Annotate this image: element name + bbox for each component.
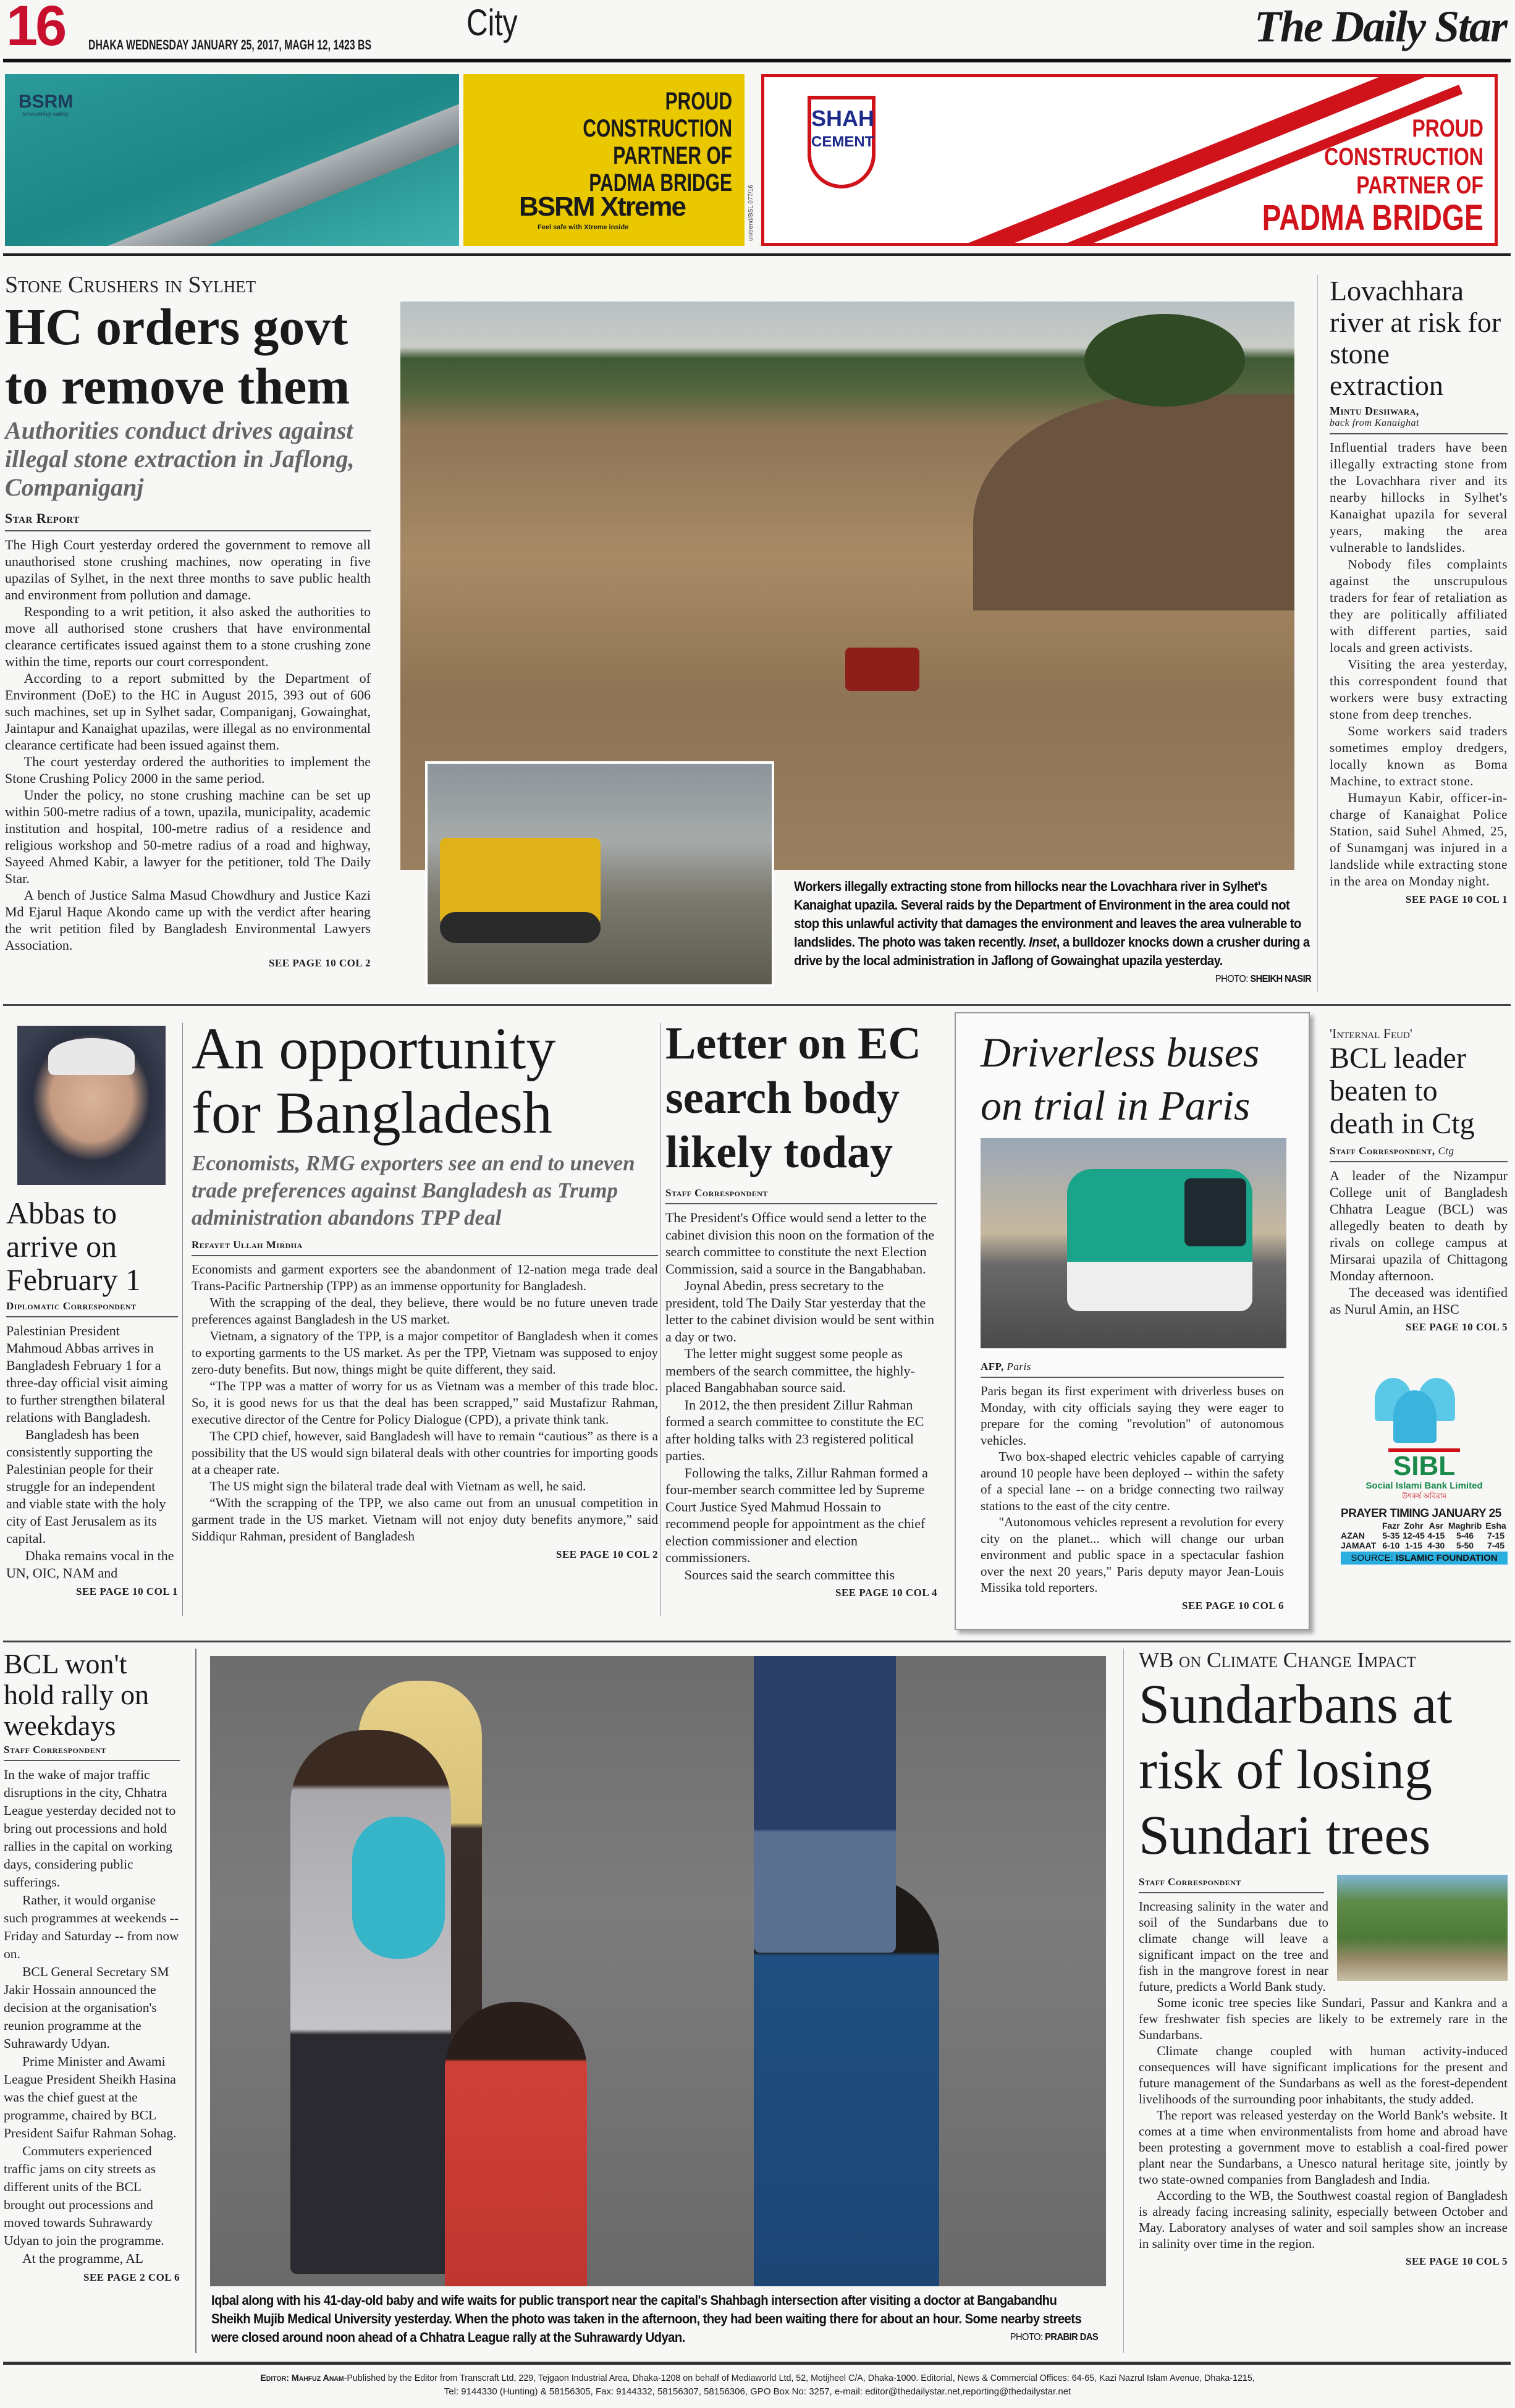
paragraph: Two box-shaped electric vehicles capable of carrying around 10 people have been deployed -- within the safety of a special lane -- on a bridge connecting two railway stations to the east of the city centre. (981, 1449, 1284, 1513)
byline-name: Mintu Deshwara, (1330, 405, 1419, 417)
prayer-column: Esha (1485, 1521, 1506, 1531)
headline-line: risk of losing (1139, 1739, 1433, 1801)
paragraph: BCL General Secretary SM Jakir Hossain announced the decision at the organisation's reunion programme at the Suhrawardy Udyan. (4, 1964, 169, 2051)
stone-photo-caption (794, 877, 1313, 989)
section-rule (3, 1641, 1511, 1642)
prayer-time: 5-35 (1382, 1531, 1400, 1540)
headline-line: Driverless buses (981, 1029, 1260, 1076)
article-byline: Staff Correspondent (4, 1744, 180, 1761)
paragraph: Humayun Kabir, officer-in-charge of Kanaighat Police Station, said Suhel Ahmed, 25, of Sunamganj was injured in a landslide while extracting stone in the area on Monday night. (1330, 790, 1508, 889)
editor-name: Mahfuz Anam (291, 2373, 344, 2383)
prayer-time: 5-46 (1456, 1531, 1474, 1540)
prayer-time: 7-45 (1487, 1540, 1504, 1550)
article-headline (5, 298, 371, 416)
article-headline (665, 1016, 937, 1180)
column-rule (1123, 1649, 1124, 2353)
paragraph: Visiting the area yesterday, this correspondent found that workers were busy extracting stone from deep trenches. (1330, 657, 1508, 722)
paragraph: The report was released yesterday on the World Bank's website. It comes at a time when environmentalists from home and abroad have been protesting a government move to establish a coal-fired power plant near the Sundarbans, a Unesco natural heritage site, jointly by two state-owned companies from Bangladesh and India. (1139, 2108, 1508, 2187)
ad-line: PADMA BRIDGE (589, 169, 732, 196)
masthead (0, 0, 1515, 62)
article-lovachhara (1330, 275, 1508, 906)
headline-line: Sundarbans at (1139, 1674, 1453, 1735)
article-byline (1330, 1145, 1508, 1162)
row-label: JAMAAT (1341, 1540, 1377, 1550)
paragraph: “The TPP was a matter of worry for us as Vietnam was a member of this trade bloc. So, it is good news for us that the deal has been scrapped,” said Mustafizur Rahman, executive director of the Centre for Policy Dialogue (CPD), a private think tank. (192, 1379, 658, 1427)
photographer: PRABIR DAS (1045, 2332, 1099, 2343)
article-stone-crushers (5, 272, 371, 970)
prayer-time: 4-30 (1427, 1540, 1445, 1550)
article-deck: Economists, RMG exporters see an end to uneven trade preferences against Bangladesh as Trump administration abandons TPP deal (192, 1151, 635, 1230)
byline-name: Staff Correspondent, (1330, 1145, 1435, 1157)
ad-bsrm-xtreme[interactable] (463, 74, 745, 246)
article-body (1330, 439, 1508, 890)
article-headline: Lovachhara river at risk for stone extraction (1330, 275, 1501, 401)
paragraph: The US might sign the bilateral trade deal with Vietnam as well, he said. (209, 1479, 586, 1493)
paragraph: Following the talks, Zillur Rahman formed a four-member search committee led by Supreme Court Justice Syed Mahmud Hossain to recommend people for appointment as the chief election commissioner and election commissioners. (665, 1464, 928, 1565)
see-page-link[interactable]: SEE PAGE 10 COL 1 (1406, 893, 1508, 905)
paragraph: In 2012, the then president Zillur Rahman formed a search committee to constitute the EC after holding talks with 23 registered political parties. (665, 1396, 924, 1463)
editor-label: Editor: (260, 2373, 289, 2383)
paragraph: A bench of Justice Salma Masud Chowdhury and Justice Kazi Md Ejarul Haque Akondo came up with the verdict after hearing the writ petition filed by Bangladesh Environmental Lawyers Association. (5, 887, 371, 953)
see-page-link[interactable]: SEE PAGE 10 COL 5 (1406, 2255, 1508, 2267)
bsrm-logo: BSRM (19, 91, 74, 112)
bsrm-tagline: Innovating safety (22, 111, 69, 118)
article-byline (981, 1361, 1284, 1378)
section-name: City (466, 2, 518, 43)
article-body (981, 1383, 1284, 1596)
column-rule (1317, 275, 1318, 992)
see-page-link[interactable]: SEE PAGE 10 COL 5 (1406, 1321, 1508, 1333)
shah-cement-logo (808, 96, 876, 188)
paragraph: Some workers said traders sometimes employ dredgers, locally known as Boma Machine, to extract stone. (1330, 724, 1508, 788)
ad-line: PARTNER OF (1356, 172, 1483, 199)
person-back-graphic (754, 1656, 896, 1953)
ad-line: PROUD (1412, 115, 1483, 142)
bulldozer-tracks-graphic (440, 912, 601, 943)
byline-dateline: Paris (1006, 1361, 1031, 1372)
prayer-row (1341, 1531, 1508, 1540)
article-opportunity (192, 1016, 658, 1561)
article-byline: Staff Correspondent (1139, 1876, 1324, 1893)
prayer-time: 1-15 (1405, 1540, 1423, 1550)
article-byline: Staff Correspondent (665, 1187, 937, 1204)
footer-rule (3, 2362, 1511, 2365)
source-name: ISLAMIC FOUNDATION (1395, 1553, 1498, 1563)
page-number: 16 (6, 0, 65, 57)
paragraph: Increasing salinity in the water and soil of the Sundarbans due to climate change will leave a significant impact on the tree and fish in the mangrove forest in near future, predicts a World Bank study. (1139, 1899, 1328, 1994)
bulldozer-inset-photo (425, 761, 774, 987)
prayer-header-row (1341, 1521, 1508, 1531)
column-rule (195, 1649, 196, 2353)
see-page-link[interactable]: SEE PAGE 10 COL 2 (556, 1548, 658, 1560)
masthead-rule (3, 59, 1511, 62)
article-sundarbans (1139, 1649, 1508, 2268)
headline-line: An opportunity (192, 1015, 556, 1081)
see-page-link[interactable]: SEE PAGE 2 COL 6 (83, 2271, 180, 2283)
dateline: DHAKA WEDNESDAY JANUARY 25, 2017, MAGH 12, 1423 BS (88, 37, 372, 53)
article-body (665, 1209, 937, 1583)
prayer-title: PRAYER TIMING JANUARY 25 (1341, 1507, 1501, 1520)
article-byline: Star Report (5, 510, 371, 531)
article-body (5, 536, 371, 953)
column-rule (182, 1023, 183, 1616)
article-headline (1139, 1672, 1508, 1869)
paragraph: Sources said the search committee this (684, 1566, 895, 1582)
prayer-column: Maghrib (1448, 1521, 1482, 1531)
driverless-bus-photo (981, 1138, 1286, 1348)
prayer-column: Fazr (1382, 1521, 1400, 1531)
paragraph: Vietnam, a signatory of the TPP, is a major competitor of Bangladesh when it comes to exporting garments to the US market. As per the TPP, Vietnam was supposed to enjoy zero-duty benefits. But now, things might be quite different, they said. (192, 1329, 658, 1377)
ad-line: CONSTRUCTION (1324, 143, 1483, 171)
paragraph: Prime Minister and Awami League President Sheikh Hasina was the chief guest at the programme, chaired by BCL President Saifur Rahman Sohag. (4, 2054, 177, 2140)
see-page-link[interactable]: SEE PAGE 10 COL 1 (76, 1586, 178, 1597)
paragraph: Dhaka remains vocal in the UN, OIC, NAM and (6, 1548, 174, 1581)
prayer-table (1341, 1521, 1508, 1550)
paragraph: The CPD chief, however, said Bangladesh will have to remain “cautious” as there is a possibility that the US would sign bilateral deals with other countries for importing goods at a cheaper rate. (192, 1429, 658, 1477)
paragraph: Economists and garment exporters see the abandonment of 12-nation mega trade deal Trans-Pacific Partnership (TPP) as an immense opportunity for Bangladesh. (192, 1262, 658, 1293)
article-body (1330, 1167, 1508, 1317)
photo-label: PHOTO: (1215, 974, 1248, 984)
photo-credit (1010, 2328, 1098, 2347)
sibl-logo (1341, 1448, 1508, 1503)
prayer-time: 12-45 (1403, 1531, 1425, 1540)
prayer-timing-box (1341, 1366, 1508, 1565)
article-deck: Authorities conduct drives against illegal stone extraction in Jaflong, Companiganj (5, 416, 355, 501)
shah-logo-line: SHAH (811, 106, 875, 131)
article-letter-ec (665, 1016, 937, 1599)
article-body (4, 1766, 180, 2268)
article-driverless-buses (955, 1012, 1310, 1630)
headline-line: on trial in Paris (981, 1082, 1251, 1129)
article-byline: Diplomatic Correspondent (6, 1300, 178, 1317)
article-body (192, 1261, 658, 1545)
headline-line: search body (665, 1073, 900, 1123)
ad-yellow-text (531, 88, 732, 196)
bank-name: Social Islami Bank Limited (1365, 1481, 1483, 1491)
hair-graphic (48, 1038, 135, 1075)
paragraph: "Autonomous vehicles represent a revolution for every city on the planet... which will change our urban environment and public space in a spectacular fashion over the next 20 years," Paris deputy mayor Jean-Louis Missika told reporters. (981, 1515, 1284, 1595)
article-kicker: Stone Crushers in Sylhet (5, 272, 256, 298)
paragraph: Climate change coupled with human activity-induced consequences will have significant implications for the present and future management of the Sundarbans as well as the forest-dependent livelihoods of the surrounding poor inhabitants, the study added. (1139, 2043, 1508, 2106)
paragraph: Joynal Abedin, press secretary to the president, told The Daily Star yesterday that the letter to the cabinet division would be sent within a day or two. (665, 1278, 935, 1345)
paragraph: According to a report submitted by the Department of Environment (DoE) to the HC in August 2015, 393 out of 606 such machines, set up in Sylhet sadar, Companiganj, Gowainghat, Jaintapur and Kanaighat upazilas, were illegal as no environmental clearance certificate had been issued against them. (5, 670, 371, 753)
headline-line: to remove them (5, 358, 350, 415)
article-bcl-rally (4, 1649, 180, 2284)
bus-lower-graphic (1067, 1262, 1252, 1311)
article-bcl-leader (1330, 1026, 1508, 1333)
headline-line: Letter on EC (665, 1018, 921, 1069)
iqbal-family-photo (210, 1656, 1106, 2286)
prayer-time: 6-10 (1382, 1540, 1400, 1550)
paragraph: The court yesterday ordered the authorities to implement the Stone Crushing Policy 2000 in the same period. (5, 754, 371, 786)
ad-bsrm-bridge[interactable] (5, 74, 459, 246)
paragraph: The letter might suggest some people as members of the search committee, the highly-placed Bangabhaban source said. (665, 1346, 915, 1395)
prayer-time: 4-15 (1427, 1531, 1445, 1540)
article-abbas (6, 1026, 178, 1598)
article-byline (1330, 405, 1508, 434)
prayer-source (1341, 1552, 1508, 1565)
ad-rule (3, 253, 1511, 256)
prayer-row (1341, 1540, 1508, 1550)
paragraph: Nobody files complaints against the unscrupulous traders for fear of retaliation as they are politically affiliated with different parties, said locals and green activists. (1330, 557, 1508, 655)
headline-line: likely today (665, 1127, 893, 1178)
paragraph: Responding to a writ petition, it also asked the authorities to move all authorised stone crushers that have environmental clearance certificates issued against them to a stone crushing zone within the time, reports our court correspondent. (5, 604, 371, 669)
byline-dateline: Ctg (1438, 1145, 1454, 1157)
paragraph: A leader of the Nizampur College unit of Bangladesh Chhatra League (BCL) was allegedly beaten to death by rivals on college campus at Mirsarai upazila of Chittagong Monday afternoon. (1330, 1168, 1508, 1283)
byline-agency: AFP, (981, 1361, 1004, 1372)
photo-credit (1215, 970, 1311, 989)
paragraph: The High Court yesterday ordered the government to remove all unauthorised stone crushing machines, now operating in five upazilas of Sylhet, in the next three months to save public health and environment from pollution and damage. (5, 537, 371, 602)
paragraph: In the wake of major traffic disruptions in the city, Chhatra League yesterday decided not to bring out processions and hold rallies in the capital on working days, considering public sufferings. (4, 1767, 176, 1890)
ad-shah-cement[interactable] (761, 74, 1498, 246)
see-page-link[interactable]: SEE PAGE 10 COL 6 (1182, 1599, 1284, 1612)
paragraph: The President's Office would send a letter to the cabinet division this noon on the formation of the search committee to constitute the next Election Commission, said a source in the Bangabhaban. (665, 1210, 935, 1277)
photographer: SHEIKH NASIR (1250, 974, 1312, 984)
see-page-link[interactable]: SEE PAGE 10 COL 2 (269, 957, 371, 969)
newspaper-logo[interactable]: The Daily Star (1254, 2, 1507, 51)
ad-line: PROUD CONSTRUCTION (583, 88, 732, 142)
ad-line: PARTNER OF (613, 142, 732, 169)
caption-text (794, 877, 1312, 984)
sibl-logo-text: SIBL (1388, 1448, 1460, 1481)
hill-graphic (973, 394, 1294, 610)
article-kicker: WB on Climate Change Impact (1139, 1648, 1416, 1672)
headline-line: Sundari trees (1139, 1805, 1431, 1866)
article-headline: Abbas to arrive on February 1 (6, 1196, 141, 1297)
xtreme-logo: BSRM Xtreme (519, 192, 685, 222)
headline-line: HC orders govt (5, 298, 348, 356)
source-label: SOURCE: (1351, 1553, 1393, 1563)
tractor-graphic (845, 648, 919, 691)
imprint-footer (0, 2372, 1515, 2399)
caption-main: Workers illegally extracting stone from hillocks near the Lovachhara river in Sylhet's Kanaighat upazila. Several raids by the Department of Environment in the area could not stop this unlawful activity that damages the environment and leaves the area vulnerable to landslides. The photo was taken recently. (794, 879, 1301, 950)
abbas-portrait (17, 1026, 166, 1185)
prayer-column: Zohr (1404, 1521, 1424, 1531)
iqbal-photo-caption (211, 2291, 1101, 2347)
paragraph: Some iconic tree species like Sundari, Passur and Kankra and a few freshwater fish species are likely to be extremely rare in the Sundarbans. (1139, 1995, 1508, 2042)
paragraph: “With the scrapping of the TPP, we also came out from an unusual competition in garment trade in the US market. Vietnam will not enjoy duty benefits anymore,” said Siddiqur Rahman, president of Bangladesh (192, 1495, 658, 1544)
article-headline (981, 1026, 1284, 1132)
imprint-line-2: Tel: 9144330 (Hunting) & 58156305, Fax: 9144332, 58156307, 58156306, GPO Box No: 3257, e-mail: editor@thedailystar.net,reporting@thedailystar.net (444, 2386, 1071, 2397)
section-rule (3, 1004, 1511, 1006)
paragraph: Commuters experienced traffic jams on city streets as different units of the BCL brought out processions and moved towards Suhrawardy Udyan to join the programme. (4, 2144, 164, 2248)
paragraph: Rather, it would organise such programmes at weekends -- Friday and Saturday -- from now on. (4, 1893, 179, 1961)
paragraph: Paris began its first experiment with driverless buses on Monday, with city officials saying they were eager to prepare for the coming "revolution" of autonomous vehicles. (981, 1384, 1284, 1448)
paragraph: The deceased was identified as Nurul Amin, an HSC (1330, 1285, 1508, 1317)
paragraph: Palestinian President Mahmoud Abbas arrives in Bangladesh February 1 for a three-day official visit aiming to further strengthen bilateral relations with Bangladesh. (6, 1323, 168, 1425)
row-label: AZAN (1341, 1531, 1365, 1540)
paragraph: Under the policy, no stone crushing machine can be set up within 500-metre radius of a town, upazila, municipality, academic institution and hospital, 100-metre radius of a residence and religious workshop and 50-metre radius of a road and highway, Sayeed Ahmed Kabir, a lawyer for the petitioner, told The Daily Star. (5, 787, 371, 886)
prayer-time: 7-15 (1487, 1531, 1504, 1540)
article-headline (192, 1016, 658, 1145)
paragraph: Influential traders have been illegally extracting stone from the Lovachhara river and its nearby hillocks in Sylhet's Kanaighat upazila for several years, making the area vulnerable to landslides. (1330, 440, 1508, 555)
shah-logo-line: CEMENT (811, 133, 874, 150)
caption-text (211, 2291, 1098, 2347)
bus-window-graphic (1184, 1178, 1246, 1246)
imprint-text: -Published by the Editor from Transcraft Ltd, 229, Tejgaon Industrial Area, Dhaka-1208 on behalf of Mediaworld Ltd, 52, Motijheel C/A, Dhaka-1000. Editorial, News & Commercial Offices: 64-65, Kazi Nazrul Islam Avenue, Dhaka-1215, (344, 2373, 1255, 2383)
xtreme-tagline: Feel safe with Xtreme inside (538, 224, 629, 231)
paragraph: At the programme, AL (22, 2251, 143, 2266)
prayer-time: 5-50 (1456, 1540, 1474, 1550)
caption-main: Iqbal along with his 41-day-old baby and wife waits for public transport near the capital's Shahbagh intersection after visiting a doctor at Bangabandhu Sheikh Mujib Medical University yesterday. When the photo was taken in the afternoon, they had been waiting there for about an hour. Some nearby streets were closed around noon ahead of a Chhatra League rally at the Suhrawardy Udyan. (211, 2292, 1082, 2345)
byline-dateline: back from Kanaighat (1330, 418, 1419, 428)
prayer-column: Asr (1428, 1521, 1443, 1531)
mosque-icon (1341, 1366, 1508, 1440)
ad-code: unitrend/BSL 077/16 (748, 185, 754, 241)
photo-label: PHOTO: (1010, 2332, 1043, 2343)
article-kicker: 'Internal Feud' (1330, 1026, 1412, 1041)
ad-line-big: PADMA BRIDGE (1262, 198, 1483, 238)
paragraph: Bangladesh has been consistently supporting the Palestinian people for their struggle for an independent and viable state with the holy city of East Jerusalem as its capital. (6, 1427, 166, 1546)
sundari-trees-photo (1337, 1875, 1508, 1981)
article-headline: BCL won't hold rally on weekdays (4, 1648, 150, 1741)
baby-graphic (352, 1817, 445, 1959)
bank-slogan: উৎকর্ষ অবিরাম (1402, 1492, 1446, 1500)
imprint-line-1 (38, 2372, 1477, 2385)
caption-inset-label: Inset (1029, 934, 1057, 950)
ad-red-text (1262, 114, 1483, 237)
article-byline: Refayet Ullah Mirdha (192, 1239, 658, 1256)
paragraph: With the scrapping of the deal, they believe, there would be no future uneven trade preferences against Bangladesh in the US market. (192, 1295, 658, 1327)
paragraph: According to the WB, the Southwest coastal region of Bangladesh is already facing increasing salinity, especially between October and May. Laboratory analyses of water and soil samples show an increase in salinity over time in the region. (1139, 2188, 1508, 2251)
headline-line: for Bangladesh (192, 1079, 552, 1146)
person-man-graphic (290, 1730, 451, 2274)
caption-inset: , a bulldozer knocks down a crusher during a drive by the local administration in Jaflong of Gowainghat upazila yesterday. (794, 934, 1310, 968)
person-red-shirt-graphic (445, 2002, 587, 2286)
bulldozer-graphic (440, 838, 601, 924)
see-page-link[interactable]: SEE PAGE 10 COL 4 (835, 1587, 937, 1599)
article-headline: BCL leader beaten to death in Ctg (1330, 1042, 1475, 1140)
tree-graphic (1084, 314, 1245, 407)
article-body (6, 1322, 178, 1582)
